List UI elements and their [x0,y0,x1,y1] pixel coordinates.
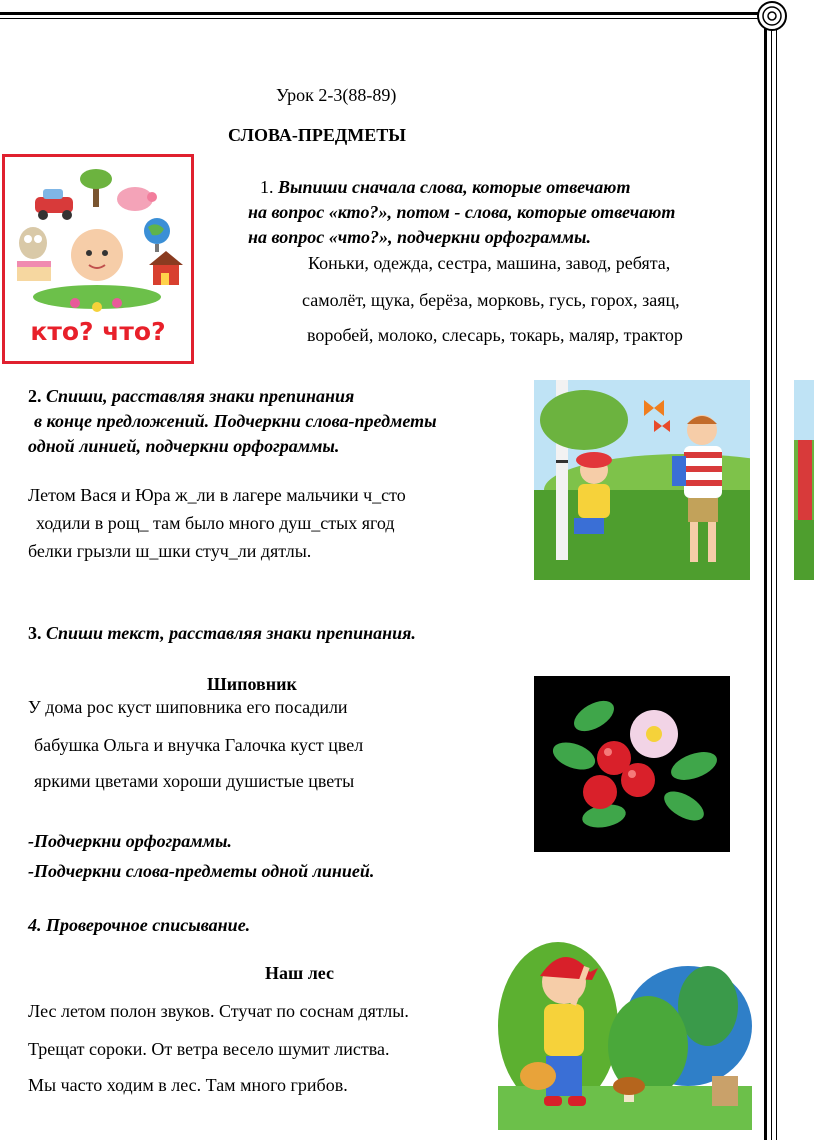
task4-text-2: Трещат сороки. От ветра весело шумит листва. [28,1039,390,1059]
task3-line [28,622,416,644]
rosehip-illustration [534,676,730,852]
lesson-number: Урок 2-3(88-89) [276,85,397,105]
page-frame-right-thin-2 [776,22,777,1140]
task2-number: 2. [28,386,42,406]
task1-words-1: Коньки, одежда, сестра, машина, завод, ребята, [308,253,671,273]
task1-line-1: 1. Выпиши сначала слова, которые отвечают [260,177,631,197]
task3-text-title: Шиповник [207,674,297,694]
task2-instruction-3: одной линией, подчеркни орфограммы. [28,436,340,456]
task1-instruction-2: на вопрос «кто?», потом - слова, которые отвечают [248,202,676,222]
children-forest-picture-edge [794,380,814,580]
page-frame-top [0,12,760,15]
task4-text-3: Мы часто ходим в лес. Там много грибов. [28,1075,348,1095]
task2-instruction-2: в конце предложений. Подчеркни слова-предметы [34,411,437,431]
task3-text-2: бабушка Ольга и внучка Галочка куст цвел [34,735,364,755]
task2-text-3: белки грызли ш_шки стуч_ли дятлы. [28,541,312,561]
boy-forest-picture [498,936,752,1130]
children-forest-illustration [534,380,750,580]
kto-chto-label: кто? что? [30,317,166,346]
kto-chto-picture [2,154,194,364]
task3-text-3: яркими цветами хороши душистые цветы [34,771,355,791]
task4-text-title: Наш лес [265,963,334,983]
task4-title: 4. Проверочное списывание. [28,915,251,935]
task2-text-1: Летом Вася и Юра ж_ли в лагере мальчики ч_сто [28,485,406,505]
page-frame-right-thin [771,22,772,1140]
task1-instruction-1: Выпиши сначала слова, которые отвечают [278,177,631,197]
task1-words-2: самолёт, щука, берёза, морковь, гусь, горох, заяц, [302,290,680,310]
rosehip-picture [534,676,730,852]
task1-number: 1 [260,177,269,197]
children-forest-picture [534,380,750,580]
boy-forest-illustration [498,936,752,1130]
task3-instruction: Спиши текст, расставляя знаки препинания. [46,623,416,643]
task2-line-1 [28,385,354,407]
page-title: СЛОВА-ПРЕДМЕТЫ [228,125,406,145]
picture-edge-illustration [794,380,814,580]
page-frame-right [764,22,767,1140]
task3-text-1: У дома рос куст шиповника его посадили [28,697,348,717]
task2-instruction-1: Спиши, расставляя знаки препинания [46,386,355,406]
task4-text-1: Лес летом полон звуков. Стучат по соснам дятлы. [28,1001,409,1021]
frame-corner-ornament [748,0,798,36]
task1-instruction-3: на вопрос «что?», подчеркни орфограммы. [248,227,591,247]
task3-number: 3. [28,623,42,643]
page-frame-top-thin [0,18,760,19]
task1-words-3: воробей, молоко, слесарь, токарь, маляр, трактор [307,325,683,345]
task3-extra-2: -Подчеркни слова-предметы одной линией. [28,861,375,881]
task3-extra-1: -Подчеркни орфограммы. [28,831,232,851]
task2-text-2: ходили в рощ_ там было много душ_стых ягод [36,513,395,533]
